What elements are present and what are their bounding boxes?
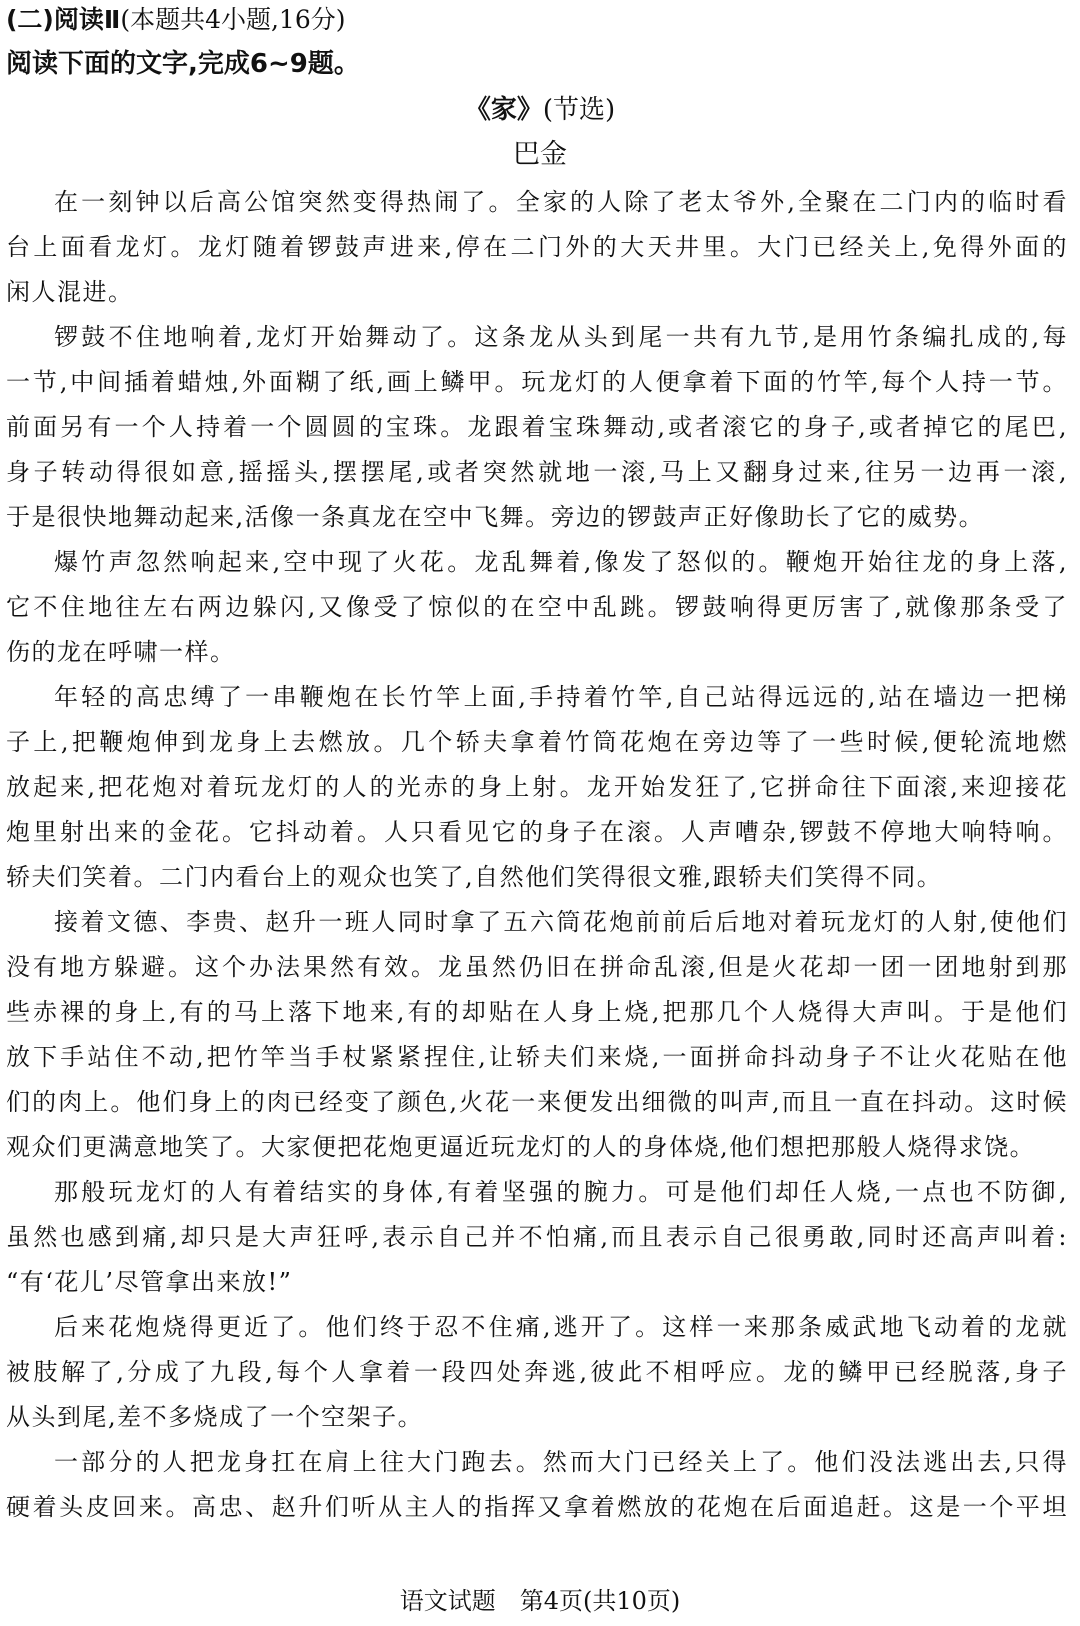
passage-line: 硬着头皮回来。高忠、赵升们听从主人的指挥又拿着燃放的花炮在后面追赶。这是一个平坦 [6,1493,1068,1521]
passage-line: “有‘花儿’尽管拿出来放!” [6,1268,293,1296]
passage-book-title: 《家》 [464,95,543,125]
passage-body [6,180,1068,1530]
passage-line: 后来花炮烧得更近了。他们终于忍不住痛,逃开了。这样一来那条威武地飞动着的龙就 [54,1313,1068,1341]
passage-line: 虽然也感到痛,却只是大声狂呼,表示自己并不怕痛,而且表示自己很勇敢,同时还高声叫着: [6,1223,1068,1251]
passage-author: 巴金 [513,139,567,170]
passage-line: 那般玩龙灯的人有着结实的身体,有着坚强的腕力。可是他们却任人烧,一点也不防御, [54,1178,1068,1206]
passage-line: 伤的龙在呼啸一样。 [6,638,236,666]
reading-instruction: 阅读下面的文字,完成6~9题。 [6,49,360,79]
passage-line: 放下手站住不动,把竹竿当手杖紧紧捏住,让轿夫们来烧,一面拼命抖动身子不让火花贴在他 [6,1043,1068,1071]
passage-line: 锣鼓不住地响着,龙灯开始舞动了。这条龙从头到尾一共有九节,是用竹条编扎成的,每 [54,323,1068,351]
section-prefix: (二) [6,5,54,34]
passage-line: 前面另有一个人持着一个圆圆的宝珠。龙跟着宝珠舞动,或者滚它的身子,或者掉它的尾巴, [6,413,1068,441]
passage-line: 闲人混进。 [6,278,134,306]
page-footer: 语文试题 第4页(共10页) [399,1587,681,1615]
passage-title-note: (节选) [542,95,616,125]
passage-line: 从头到尾,差不多烧成了一个空架子。 [6,1403,424,1431]
passage-line: 它不住地往左右两边躲闪,又像受了惊似的在空中乱跳。锣鼓响得更厉害了,就像那条受了 [6,593,1068,621]
passage-line: 一部分的人把龙身扛在肩上往大门跑去。然而大门已经关上了。他们没法逃出去,只得 [54,1448,1068,1476]
passage-line: 接着文德、李贵、赵升一班人同时拿了五六筒花炮前前后后地对着玩龙灯的人射,使他们 [54,908,1068,936]
passage-line: 于是很快地舞动起来,活像一条真龙在空中飞舞。旁边的锣鼓声正好像助长了它的威势。 [6,503,985,531]
section-name: 阅读Ⅱ [53,5,121,34]
passage-line: 爆竹声忽然响起来,空中现了火花。龙乱舞着,像发了怒似的。鞭炮开始往龙的身上落, [54,548,1068,576]
passage-line: 轿夫们笑着。二门内看台上的观众也笑了,自然他们笑得很文雅,跟轿夫们笑得不同。 [6,863,943,891]
passage-line: 一节,中间插着蜡烛,外面糊了纸,画上鳞甲。玩龙灯的人便拿着下面的竹竿,每个人持一节。 [6,368,1068,396]
passage-line: 子上,把鞭炮伸到龙身上去燃放。几个轿夫拿着竹筒花炮在旁边等了一些时候,便轮流地燃 [6,728,1068,756]
passage-line: 炮里射出来的金花。它抖动着。人只看见它的身子在滚。人声嘈杂,锣鼓不停地大响特响。 [6,818,1068,846]
section-note: (本题共4小题,16分) [120,5,346,34]
passage-line: 在一刻钟以后高公馆突然变得热闹了。全家的人除了老太爷外,全聚在二门内的临时看 [54,188,1068,216]
section-header [6,0,346,40]
passage-line: 身子转动得很如意,摇摇头,摆摆尾,或者突然就地一滚,马上又翻身过来,往另一边再一滚, [6,458,1068,486]
passage-title [0,90,1080,130]
passage-line: 放起来,把花炮对着玩龙灯的人的光赤的身上射。龙开始发狂了,它拼命往下面滚,来迎接花 [6,773,1068,801]
passage-line: 没有地方躲避。这个办法果然有效。龙虽然仍旧在拼命乱滚,但是火花却一团一团地射到那 [6,953,1068,981]
passage-line: 些赤裸的身上,有的马上落下地来,有的却贴在人身上烧,把那几个人烧得大声叫。于是他们 [6,998,1068,1026]
passage-line: 台上面看龙灯。龙灯随着锣鼓声进来,停在二门外的大天井里。大门已经关上,免得外面的 [6,233,1068,261]
passage-line: 年轻的高忠缚了一串鞭炮在长竹竿上面,手持着竹竿,自己站得远远的,站在墙边一把梯 [54,683,1068,711]
passage-line: 们的肉上。他们身上的肉已经变了颜色,火花一来便发出细微的叫声,而且一直在抖动。这时候 [6,1088,1068,1116]
passage-line: 被肢解了,分成了九段,每个人拿着一段四处奔逃,彼此不相呼应。龙的鳞甲已经脱落,身子 [6,1358,1068,1386]
passage-line: 观众们更满意地笑了。大家便把花炮更逼近玩龙灯的人的身体烧,他们想把那般人烧得求饶。 [6,1133,1036,1161]
